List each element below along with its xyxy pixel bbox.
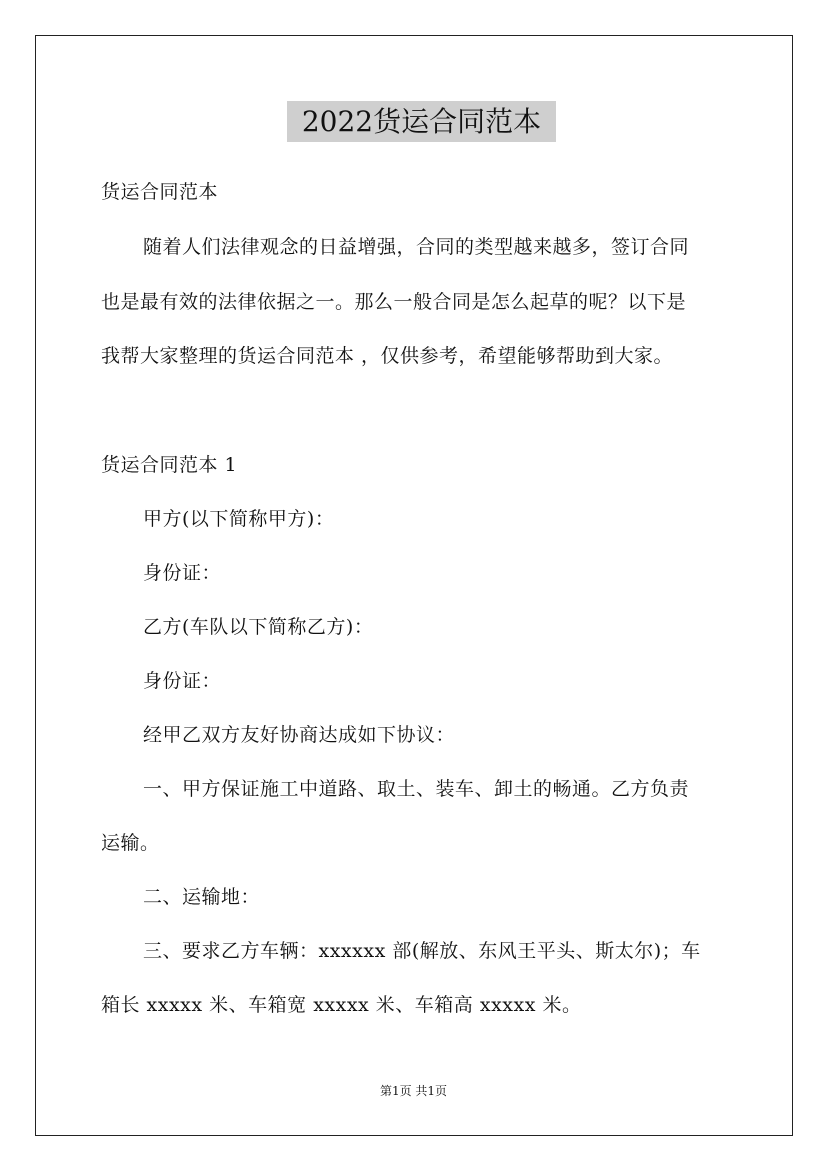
page-footer: 第1页 共1页 (379, 1084, 448, 1098)
paragraph-line: 三、要求乙方车辆：xxxxxx 部(解放、东风王平头、斯太尔)；车 (143, 940, 701, 962)
paragraph-line: 经甲乙双方友好协商达成如下协议： (143, 724, 456, 746)
paragraph-line: 也是最有效的法律依据之一。那么一般合同是怎么起草的呢？以下是 (101, 291, 687, 313)
paragraph-line: 乙方(车队以下简称乙方)： (143, 616, 374, 638)
paragraph-line: 二、运输地： (143, 886, 261, 908)
paragraph-line: 箱长 xxxxx 米、车箱宽 xxxxx 米、车箱高 xxxxx 米。 (101, 994, 582, 1016)
paragraph-line: 随着人们法律观念的日益增强，合同的类型越来越多，签订合同 (143, 236, 690, 258)
section-heading: 货运合同范本 1 (101, 454, 238, 476)
paragraph-line: 身份证： (143, 670, 222, 692)
section-heading: 货运合同范本 (101, 181, 219, 203)
paragraph-line: 运输。 (101, 832, 160, 854)
paragraph-line: 甲方(以下简称甲方)： (143, 508, 335, 530)
paragraph-line: 我帮大家整理的货运合同范本 ，仅供参考，希望能够帮助到大家。 (101, 345, 674, 367)
document-title: 2022货运合同范本 (287, 101, 556, 142)
paragraph-line: 身份证： (143, 562, 222, 584)
paragraph-line: 一、甲方保证施工中道路、取土、装车、卸土的畅通。乙方负责 (143, 778, 690, 800)
